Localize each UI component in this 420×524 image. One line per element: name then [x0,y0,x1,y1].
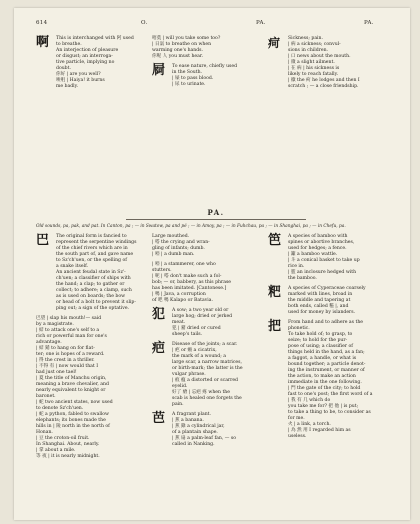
head-character: 芭 [152,411,166,426]
entry-line: | 徽 the 疴 he lodges and then I [288,78,360,83]
column-top-middle [152,36,260,92]
entry-line: pain. [172,402,184,407]
entry-line: 唉咀 | Haiya! it burns [56,78,105,83]
entry-line: | 結 銷 to hang on for flat- [36,346,95,351]
head-character: 把 [268,319,282,334]
entry-line: | 夏 the title of Manchu origin, [36,376,107,381]
entry-line: To ease nature, chiefly used [172,64,238,69]
entry-line: fast to one's post; the first word of a [288,392,373,397]
entry-line: ter; one is hopes of a reward. [36,352,105,357]
entry-line: has been imitated. [Cantonese.] [152,286,227,291]
head-character: 屙 [152,63,166,78]
entry-line: | 結 to attack one's self to a [36,328,100,333]
entry-line: large scar, a narrow matrices, [172,360,242,365]
entry-line: sions in children. [288,48,329,53]
entry-line: 等 夜 | it is nearly midnight. [36,454,100,459]
entry-line: for me. [288,416,305,421]
entry-line: ping out; a sign of the optative. [56,306,130,311]
entry-line: of 吧 嗎 Kalapo or Batavia. [152,298,213,303]
entry-line: or disgust; an interroga- [56,54,113,59]
entry-line: | 蛇 two ancient states, now used [36,400,113,405]
entry-line: scab is healed one forgets the [172,396,242,401]
entry-line: to take a thing to be, to consider as [288,410,371,415]
entry-line: | 豆 the croton-oil fruit. [36,436,90,441]
entry-line: hills in | 陵 north in the north of [36,424,110,429]
entry-line: me badly. [56,84,79,89]
dictionary-entry [36,234,144,312]
entry-line: called in Nanking. [172,442,215,447]
head-character: 巴 [36,233,50,248]
entry-line: A species of Cyperaceae coarsely [288,286,366,291]
entry-line: baronet. [36,394,56,399]
entry-line: bob; — or, babbery, as this phrase [152,280,232,285]
entry-line: by a magistrate. [36,322,74,327]
entry-line: ch'uen; a classifier of ships with [56,276,131,281]
entry-line: | 不得 有 | now would that I [36,364,99,369]
header-center-syllable: PA. [256,20,266,26]
column-pa-left [36,234,144,464]
entry-line: | 我 有 几 which do [288,398,331,403]
entry-line: 犯 | 豬 dried or cured [172,326,221,331]
entry-line: rice in. [288,264,305,269]
entry-line: Disease of the joints; a scar. [172,342,238,347]
entry-line: The original form is fancied to [56,234,127,239]
entry-line: Honan. [36,430,53,435]
entry-line: | 疤 or 瘢 a cicatrix, [172,348,217,353]
entry-line: meat. [172,320,186,325]
entry-line: eyelid. [172,384,188,389]
column-top-left [36,36,144,94]
entry-line: 巴望 | slap his mouth!— said [36,316,102,321]
entry-line: to denote Sz'ch'uen. [36,406,84,411]
header-left-syllable: O. [141,20,148,26]
entry-line: doubt. [56,66,71,71]
entry-line: elephants; its bones made the [36,418,106,423]
column-pa-right [268,234,394,444]
entry-line: | 嗎 | Java, a corruption [152,292,206,297]
entry-line: collect; to adhere; a clamp, such [56,288,132,293]
dictionary-entry [268,234,394,282]
entry-line: gling of infants; dumb. [152,246,205,251]
entry-line: 唔莫 | will you take some too? [152,36,221,41]
entry-line: | 得 the crest in a thriller. [36,358,95,363]
entry-line: | 痕 瘟 a distorted or scarred [172,378,238,383]
entry-line: things held in the hand, as a fan; [288,350,365,355]
dictionary-entry [268,320,394,440]
entry-line: represent the serpentine windings [56,240,137,245]
column-pa-middle [152,234,260,452]
entry-line: large hog; dried or jerked [172,314,233,319]
entry-line: warming one's hands. [152,48,203,53]
entry-line: the middle and tapering at [288,298,351,303]
entry-line: | 口 news about the mouth. [288,54,351,59]
entry-line: vulgar phrase. [172,372,206,377]
entry-line: 你好 | are you well? [56,72,101,77]
dictionary-entry [268,36,394,90]
dictionary-entry [152,342,260,408]
entry-line: spines or abortive branches, [288,240,355,245]
entry-line: | 呢 | 嗒 don't make such a fol- [152,274,222,279]
entry-line: tive particle, implying no [56,60,115,65]
entry-line: to Sz'ch'uen, or the spelling of [56,258,127,263]
entry-line: | 啞 | a stammerer, one who [152,262,216,267]
page-number: 614 [36,20,48,26]
entry-line: A species of bamboo with [288,234,348,239]
entry-line: had just one tael! [36,370,77,375]
entry-line: likely to reach fatally. [288,72,339,77]
entry-line: | 尿 to urinate. [172,82,206,87]
entry-line: bound together; a particle denot- [288,362,366,367]
entry-line: | 微 a slight ailment. [288,60,335,65]
entry-line: a faggot, a handle, or what is [288,356,357,361]
entry-line: in the South. [172,70,203,75]
header-right-syllable: PA. [364,20,374,26]
head-character: 粑 [268,285,282,300]
entry-line: | 日氣 to breathe on when [152,42,212,47]
entry-line: immediate in the one following. [288,380,362,385]
entry-line: you take me for? 把 他 | is put; [288,404,359,409]
entry-line: In Shanghai. About, nearly. [36,442,100,447]
entry-line: 好了 瘡 | 忘疤 疼 when the [172,390,230,395]
entry-line: nearly equivalent to knight or [36,388,106,393]
entry-line: | 蛇 a python, fabled to swallow [36,412,109,417]
section-title: PA. [207,208,225,217]
dictionary-entry [152,234,260,258]
entry-line: phonetic. [288,326,310,331]
entry-line: | 蕉 錄 a cylindrical jar, [172,424,225,429]
entry-line: To take hold of; to grasp, to [288,332,353,337]
entry-line: Large mouthed. [152,234,190,239]
entry-line: ing the instrument, or manner of [288,368,365,373]
running-header [36,20,396,30]
entry-line: the hand; a clap; to gather or [56,282,125,287]
entry-line: | 門 the gate of the city; to hold [288,386,361,391]
entry-line: | 為 然 用 I regarded him as [288,428,351,433]
entry-line: marked with lines, broad in [288,292,353,297]
entry-line: From hand and to adhere as the [288,320,364,325]
entry-line: This is interchanged with 阿 used [56,36,134,41]
entry-line: 火 | a link, a torch. [288,422,331,427]
entry-line: the south part of, and gave name [56,252,134,257]
entry-line: used for hedges; a fence. [288,246,347,251]
entry-line: | 掌 about a mile. [36,448,76,453]
entry-line: | 啞 | a dumb man. [152,252,195,257]
entry-line: | 屎 to pass blood. [172,76,214,81]
entry-line: as is used on boards; the bow [56,294,126,299]
entry-line: of the chief rivers which are in [56,246,128,251]
entry-line: An interjection of pleasure [56,48,119,53]
entry-line: rich or powerful man for one's [36,334,107,339]
entry-line: | 病 a sickness; convul- [288,42,341,47]
sound-notes: Old sounds, pa, pak, and pat. In Canton, pa ; — in Swatow, pa and pé ; — in Amoy, pa ; — in Fuhchau, pa ; — in Shanghai, pa ; — in Chefu, pa. [36,224,346,229]
entry-line: or birth-mark; the latter is the [172,366,243,371]
section-header [36,208,396,230]
entry-line: both ends, called 糍 |, and [288,304,349,309]
entry-line: | 在 病 | his sickness is [288,66,340,71]
dictionary-entry [268,286,394,316]
entry-line: a snake itself. [56,264,89,269]
dictionary-entry [36,36,144,90]
entry-line: the mark of a wound; a [172,354,226,359]
head-character: 疴 [268,36,281,50]
entry-line: useless. [288,434,307,439]
dictionary-page [14,8,410,520]
entry-line: meaning a brave chevalier, and [36,382,109,387]
entry-line: to breathe. [56,42,82,47]
entry-line: the bamboo. [288,276,317,281]
dictionary-entry [152,262,260,304]
dictionary-entry [152,412,260,448]
entry-line: Sickness; pain. [288,36,323,41]
entry-line: | 蕉 扇 a palm-leaf fan, — so [172,436,236,441]
entry-line: of a plantain shape. [172,430,218,435]
entry-line: An ancient feudal state in Sz'- [56,270,126,275]
head-character: 疤 [152,341,166,356]
entry-line: sheep's tails. [172,332,203,337]
head-character: 犯 [152,307,166,322]
entry-line: seize; to hold for the pur- [288,338,348,343]
entry-line: | 嗒 the crying and wran- [152,240,210,245]
entry-line: 你呢 人 you must hear. [152,54,204,59]
dictionary-entry [152,308,260,338]
entry-line: used for money by islanders. [288,310,356,315]
entry-line: or head of a bolt to prevent it slip- [56,300,136,305]
entry-line: A fragrant plant. [172,412,211,417]
dictionary-entry [152,64,260,88]
dictionary-entry [36,316,144,460]
entry-line: advantage. [36,340,62,345]
entry-line: pose of using; a classifier of [288,344,353,349]
entry-line: the action, to make an action [288,374,356,379]
entry-line: | 斗 a conical basket to take up [288,258,360,263]
head-character: 笆 [268,233,282,248]
entry-line: | 籃 an inclosure hedged with [288,270,357,275]
entry-line: | 蕉 a banana. [172,418,204,423]
entry-line: stutters. [152,268,172,273]
entry-line: scratch ; — a close friendship. [288,84,359,89]
entry-line: A sow; a two year old or [172,308,229,313]
dictionary-entry [152,36,260,60]
section-rule [126,219,306,220]
entry-line: | 籬 a bamboo wattle. [288,252,338,257]
column-top-right [268,36,394,94]
head-character: 啊 [36,35,50,50]
